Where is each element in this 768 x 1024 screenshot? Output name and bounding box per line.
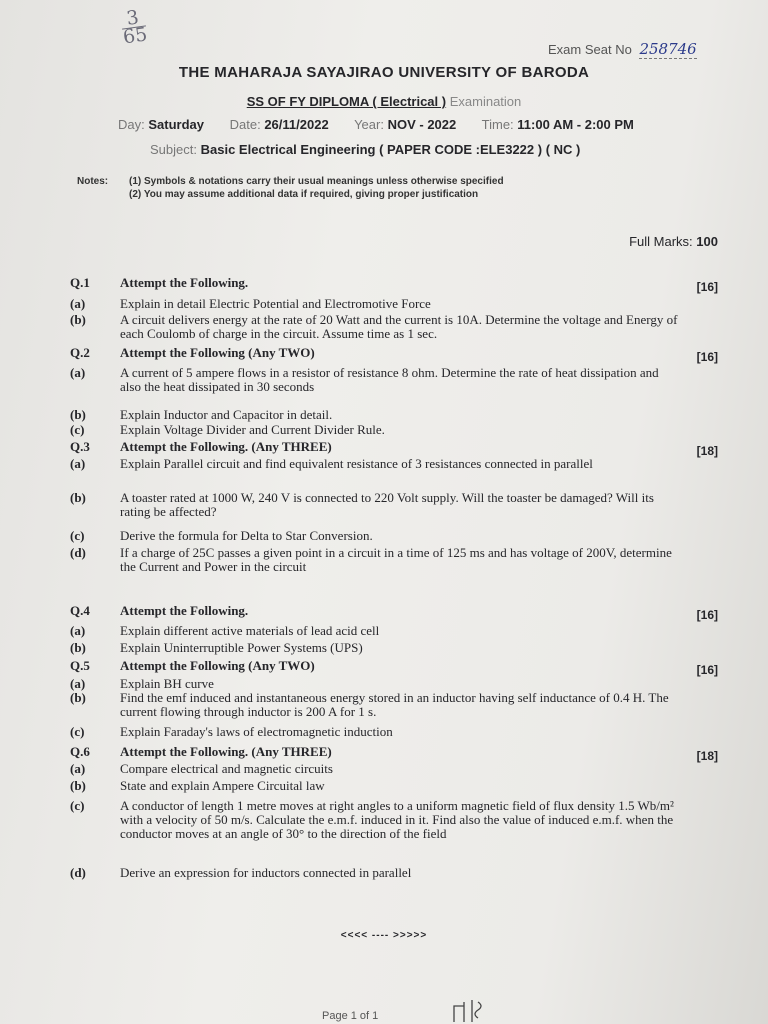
question-number: (a) — [70, 623, 86, 638]
question-marks: [16] — [696, 350, 718, 364]
question-item — [70, 779, 730, 793]
question-number: (b) — [70, 407, 86, 422]
question-number: (c) — [70, 798, 85, 813]
question-text: Attempt the Following. (Any THREE) — [120, 744, 332, 759]
question-heading — [70, 603, 730, 622]
question-number: (d) — [70, 545, 86, 560]
exam-time: 11:00 AM - 2:00 PM — [517, 117, 634, 132]
question-item — [70, 546, 730, 574]
question-text: Explain Voltage Divider and Current Divider Rule. — [120, 422, 385, 437]
question-item — [70, 762, 730, 776]
question-text: If a charge of 25C passes a given point in a circuit in a time of 125 ms and has voltage of 200V, determine the Current and Power in the circuit — [120, 545, 672, 574]
question-text: A conductor of length 1 metre moves at right angles to a uniform magnetic field of flux density 1.5 Wb/m² with a velocity of 50 m/s. Calculate the e.m.f. induced in it. Find also the value of induced e.m.f. when the conductor moves at an angle of 30° to the direction of the field — [120, 798, 674, 841]
question-item — [70, 529, 730, 543]
question-text: Explain Inductor and Capacitor in detail. — [120, 407, 333, 422]
question-text: A current of 5 ampere flows in a resistor of resistance 8 ohm. Determine the rate of heat dissipation and also the heat dissipated in 30 seconds — [120, 365, 659, 394]
exam-meta-row: Day: Saturday Date: 26/11/2022 Year: NOV - 2022 Time: 11:00 AM - 2:00 PM — [118, 117, 634, 132]
question-item — [70, 408, 730, 422]
question-text: State and explain Ampere Circuital law — [120, 778, 325, 793]
question-text: Attempt the Following. — [120, 603, 249, 618]
question-number: (b) — [70, 690, 86, 705]
question-text: Explain BH curve — [120, 676, 214, 691]
end-of-paper-mark: <<<< ---- >>>>> — [340, 930, 428, 941]
question-number: (b) — [70, 490, 86, 505]
question-text: Explain different active materials of lead acid cell — [120, 623, 380, 638]
question-item — [70, 641, 730, 655]
question-item — [70, 691, 730, 719]
question-number: (d) — [70, 865, 86, 880]
question-text: Attempt the Following (Any TWO) — [120, 345, 315, 360]
exam-seat-number: Exam Seat No 258746 — [548, 40, 697, 58]
question-item — [70, 866, 730, 880]
question-number: Q.3 — [70, 439, 90, 454]
question-number: (c) — [70, 724, 85, 739]
question-item — [70, 799, 730, 841]
note-item: (1) Symbols & notations carry their usual meanings unless otherwise specified — [129, 176, 504, 187]
exam-date: 26/11/2022 — [264, 117, 329, 132]
question-number: (a) — [70, 365, 86, 380]
exam-year: NOV - 2022 — [387, 117, 457, 132]
question-number: (b) — [70, 640, 86, 655]
question-heading — [70, 345, 730, 364]
question-number: Q.5 — [70, 658, 90, 673]
question-text: Explain Parallel circuit and find equivalent resistance of 3 resistances connected in parallel — [120, 456, 593, 471]
question-text: A toaster rated at 1000 W, 240 V is connected to 220 Volt supply. Will the toaster be damaged? Will its rating be affected? — [120, 490, 654, 519]
question-text: Explain Uninterruptible Power Systems (UPS) — [120, 640, 363, 655]
question-number: Q.1 — [70, 275, 90, 290]
question-number: (a) — [70, 456, 86, 471]
question-number: (b) — [70, 778, 86, 793]
exam-subject: Subject: Basic Electrical Engineering ( PAPER CODE :ELE3222 ) ( NC ) — [150, 142, 581, 157]
question-number: (a) — [70, 761, 86, 776]
question-item — [70, 457, 730, 471]
question-item — [70, 725, 730, 739]
question-marks: [16] — [696, 663, 718, 677]
question-item — [70, 313, 730, 341]
question-number: (c) — [70, 422, 85, 437]
question-text: Derive an expression for inductors connected in parallel — [120, 865, 412, 880]
exam-suffix: Examination — [449, 94, 522, 109]
question-number: (a) — [70, 296, 86, 311]
exam-name: SS OF FY DIPLOMA ( Electrical ) — [246, 94, 447, 109]
question-heading — [70, 658, 730, 677]
university-title: THE MAHARAJA SAYAJIRAO UNIVERSITY OF BARODA — [178, 64, 590, 81]
question-text: A circuit delivers energy at the rate of 20 Watt and the current is 10A. Determine the voltage and Energy of each Coulomb of charge in the circuit. Assume time as 1 sec. — [120, 312, 678, 341]
question-marks: [18] — [696, 749, 718, 763]
question-text: Explain Faraday's laws of electromagnetic induction — [120, 724, 393, 739]
question-item — [70, 491, 730, 519]
full-marks: Full Marks: 100 — [629, 234, 718, 249]
question-text: Attempt the Following (Any TWO) — [120, 658, 315, 673]
question-item — [70, 366, 730, 394]
seat-number-handwritten: 258746 — [639, 40, 697, 58]
question-item — [70, 423, 730, 437]
question-text: Attempt the Following. (Any THREE) — [120, 439, 332, 454]
question-marks: [18] — [696, 444, 718, 458]
question-heading — [70, 275, 730, 294]
question-number: Q.4 — [70, 603, 90, 618]
question-number: (a) — [70, 676, 86, 691]
exam-day: Saturday — [148, 117, 204, 132]
handwritten-scribble: 3 65 — [121, 6, 149, 49]
question-item — [70, 624, 730, 638]
question-text: Attempt the Following. — [120, 275, 249, 290]
question-text: Explain in detail Electric Potential and Electromotive Force — [120, 296, 431, 311]
question-number: (b) — [70, 312, 86, 327]
question-number: Q.2 — [70, 345, 90, 360]
note-item: (2) You may assume additional data if required, giving proper justification — [129, 189, 479, 200]
notes-block — [77, 176, 504, 202]
exam-title — [0, 94, 768, 109]
question-number: Q.6 — [70, 744, 90, 759]
question-item — [70, 677, 730, 691]
question-marks: [16] — [696, 280, 718, 294]
question-marks: [16] — [696, 608, 718, 622]
notes-label: Notes: — [77, 176, 109, 187]
question-number: (c) — [70, 528, 85, 543]
question-text: Find the emf induced and instantaneous energy stored in an inductor having self inductance of 0.4 H. The current flowing through inductor is 200 A for 1 s. — [120, 690, 669, 719]
question-heading — [70, 744, 730, 763]
question-text: Compare electrical and magnetic circuits — [120, 761, 333, 776]
pen-doodle — [450, 994, 510, 1024]
question-text: Derive the formula for Delta to Star Conversion. — [120, 528, 373, 543]
page-footer: Page 1 of 1 — [322, 1010, 379, 1022]
question-heading — [70, 439, 730, 458]
question-item — [70, 297, 730, 311]
